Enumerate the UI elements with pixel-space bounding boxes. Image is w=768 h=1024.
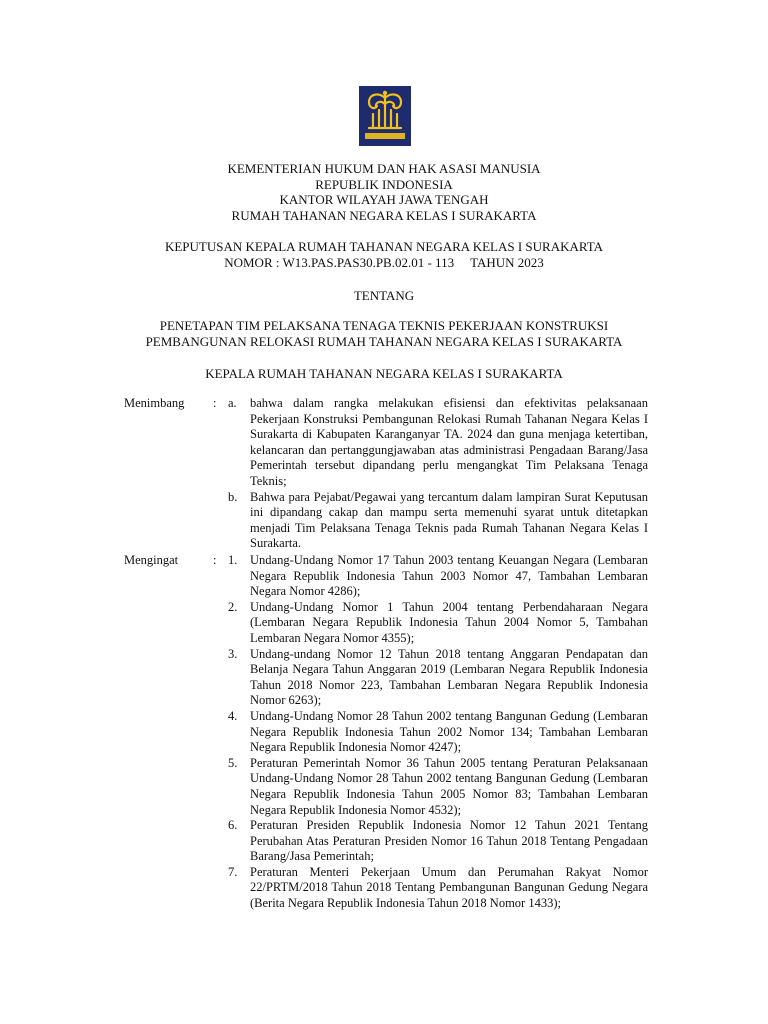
subject-line-2: PEMBANGUNAN RELOKASI RUMAH TAHANAN NEGARA KELAS I SURAKARTA <box>145 333 623 349</box>
considering-label: Menimbang <box>124 396 185 410</box>
issuing-official: KEPALA RUMAH TAHANAN NEGARA KELAS I SURAKARTA <box>205 366 563 381</box>
legal-basis-item <box>228 600 648 647</box>
item-marker: 5. <box>228 755 238 770</box>
item-marker: a. <box>228 396 237 410</box>
ministry-header <box>0 161 768 223</box>
item-marker: b. <box>228 489 238 504</box>
decree-number: NOMOR : W13.PAS.PAS30.PB.02.01 - 113 <box>224 254 455 270</box>
legal-basis-colon: : <box>213 553 217 567</box>
item-text: Peraturan Pemerintah Nomor 36 Tahun 2005 tentang Peraturan Pelaksanaan Undang-Undang Nomor 28 Tahun 2002 tentang Bangunan Gedung (Lembaran Negara Republik Indonesia Tahun 2005 Nomor 83; Tambahan Lembaran Negara Republik Indonesia Nomor 4532); <box>250 755 648 817</box>
item-marker: 1. <box>228 553 238 567</box>
considering-list <box>228 396 648 552</box>
considering-item <box>228 490 648 552</box>
legal-basis-item <box>228 709 648 756</box>
item-text: Undang-Undang Nomor 1 Tahun 2004 tentang Perbendaharaan Negara (Lembaran Negara Republik Indonesia Tahun 2004 Nomor 5, Tambahan Lembaran Negara Nomor 4355); <box>250 599 648 645</box>
header-country: REPUBLIK INDONESIA <box>315 176 453 192</box>
header-institution: RUMAH TAHANAN NEGARA KELAS I SURAKARTA <box>231 207 537 223</box>
considering-colon: : <box>213 396 217 410</box>
item-marker: 2. <box>228 599 238 614</box>
header-ministry: KEMENTERIAN HUKUM DAN HAK ASASI MANUSIA <box>227 161 541 176</box>
pengayoman-emblem-logo <box>359 86 411 146</box>
item-marker: 3. <box>228 646 238 661</box>
item-marker: 4. <box>228 708 238 723</box>
item-text: Peraturan Menteri Pekerjaan Umum dan Perumahan Rakyat Nomor 22/PRTM/2018 Tahun 2018 Tentang Pembangunan Bangunan Gedung Negara (Berita Negara Republik Indonesia Tahun 2018 Nomor 1433); <box>250 864 648 911</box>
item-text: Undang-undang Nomor 12 Tahun 2018 tentang Anggaran Pendapatan dan Belanja Negara Tahun Anggaran 2019 (Lembaran Negara Republik Indonesia Tahun 2018 Nomor 223, Tambahan Lembaran Negara Republik Indonesia Nomor 6263); <box>250 646 648 708</box>
legal-basis-item <box>228 756 648 818</box>
item-text: Peraturan Presiden Republik Indonesia Nomor 12 Tahun 2021 Tentang Perubahan Atas Peraturan Presiden Nomor 16 Tahun 2018 Tentang Pengadaan Barang/Jasa Pemerintah; <box>250 818 648 864</box>
considering-item <box>228 396 648 490</box>
legal-basis-item <box>228 553 648 600</box>
item-text: Undang-Undang Nomor 28 Tahun 2002 tentang Bangunan Gedung (Lembaran Negara Republik Indonesia Tahun 2002 Nomor 134; Tambahan Lembaran Negara Republik Indonesia Nomor 4247); <box>250 708 648 755</box>
item-text: Bahwa para Pejabat/Pegawai yang tercantum dalam lampiran Surat Keputusan ini dipandang cakap dan mampu serta memenuhi syarat untuk ditetapkan menjadi Tim Pelaksana Tenaga Teknis pada Rumah Tahanan Negara Kelas I Surakarta. <box>250 489 648 551</box>
decree-subject <box>0 318 768 349</box>
about-label: TENTANG <box>353 288 415 303</box>
legal-basis-item <box>228 865 648 912</box>
legal-basis-list <box>228 553 648 912</box>
legal-basis-item <box>228 818 648 865</box>
decree-number-line <box>0 255 768 271</box>
legal-basis-label: Mengingat <box>124 553 179 567</box>
legal-basis-item <box>228 647 648 709</box>
item-text: Undang-Undang Nomor 17 Tahun 2003 tentang Keuangan Negara (Lembaran Negara Republik Indonesia Tahun 2003 Nomor 47, Tambahan Lembaran Negara Nomor 4286); <box>250 553 648 599</box>
decree-title: KEPUTUSAN KEPALA RUMAH TAHANAN NEGARA KELAS I SURAKARTA <box>164 239 604 254</box>
item-marker: 7. <box>228 864 238 879</box>
decree-year: TAHUN 2023 <box>470 254 544 270</box>
decree-heading <box>0 239 768 270</box>
item-text: bahwa dalam rangka melakukan efisiensi dan efektivitas pelaksanaan Pekerjaan Konstruksi Pembangunan Relokasi Rumah Tahanan Negara Kelas I Surakarta di Kabupaten Karanganyar TA. 2024 dan guna menjaga ketertiban, kelancaran dan pertanggungjawaban atas administrasi Pengadaan Barang/Jasa Pemerintah tersebut dipandang perlu mengangkat Tim Pelaksana Tenaga Teknis; <box>250 396 648 488</box>
subject-line-1: PENETAPAN TIM PELAKSANA TENAGA TEKNIS PEKERJAAN KONSTRUKSI <box>159 318 609 333</box>
header-regional-office: KANTOR WILAYAH JAWA TENGAH <box>279 192 489 207</box>
item-marker: 6. <box>228 818 238 833</box>
